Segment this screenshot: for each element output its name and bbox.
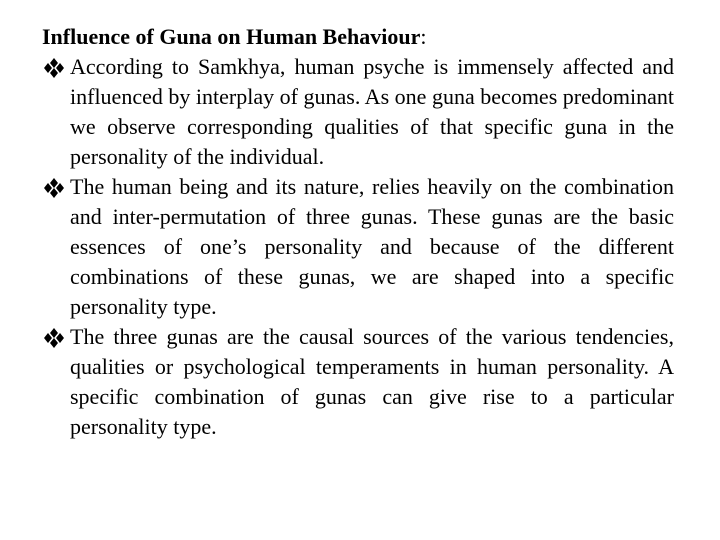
bullet-text: According to Samkhya, human psyche is immensely affected and influenced by interplay of gunas. As one guna becomes predominant we observe corresponding qualities of that specific guna in the personality of the individual. <box>70 54 674 169</box>
diamond-bullet-icon <box>42 178 66 198</box>
bullet-item <box>42 322 674 442</box>
bullet-text: The three gunas are the causal sources of the various tendencies, qualities or psychological temperaments in human personality. A specific combination of gunas can give rise to a particular personality type. <box>70 324 674 439</box>
heading-colon: : <box>420 24 427 49</box>
bullet-item <box>42 52 674 172</box>
diamond-bullet-icon <box>42 58 66 78</box>
slide-heading <box>42 22 674 52</box>
diamond-bullet-icon <box>42 328 66 348</box>
bullet-list <box>42 52 674 442</box>
bullet-text: The human being and its nature, relies heavily on the combination and inter-permutation of three gunas. These gunas are the basic essences of one’s personality and because of the different combinations of these gunas, we are shaped into a specific personality type. <box>70 174 674 319</box>
bullet-item <box>42 172 674 322</box>
heading-title: Influence of Guna on Human Behaviour <box>42 24 421 49</box>
